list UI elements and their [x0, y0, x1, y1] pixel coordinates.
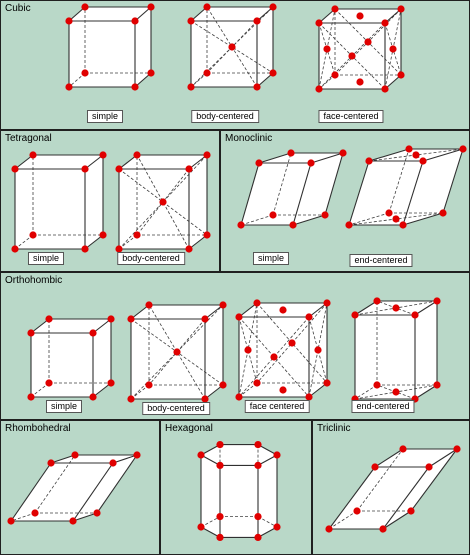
panel-orthorhombic — [0, 272, 470, 420]
corner-atom — [254, 462, 261, 469]
corner-atom — [331, 71, 338, 78]
panel-triclinic — [312, 420, 470, 555]
corner-atom — [453, 445, 460, 452]
corner-atom — [71, 451, 78, 458]
panel-title-triclinic: Triclinic — [317, 423, 351, 434]
caption-orthorhombic-simple: simple — [46, 400, 82, 413]
body-center-atom — [159, 198, 166, 205]
triclinic-cell — [313, 421, 470, 556]
corner-atom — [407, 507, 414, 514]
caption-orthorhombic-end-centered: end-centered — [351, 400, 414, 413]
corner-atom — [397, 71, 404, 78]
corner-atom — [419, 157, 426, 164]
corner-atom — [273, 451, 280, 458]
corner-atom — [115, 165, 122, 172]
corner-atom — [433, 381, 440, 388]
cell-fill — [201, 445, 277, 538]
cell-fill — [11, 455, 137, 521]
corner-atom — [185, 165, 192, 172]
corner-atom — [133, 451, 140, 458]
corner-atom — [399, 445, 406, 452]
corner-atom — [93, 509, 100, 516]
corner-atom — [425, 463, 432, 470]
face-center-atom — [323, 45, 330, 52]
caption-cubic-body-centered: body-centered — [191, 110, 259, 123]
caption-tetragonal-body-centered: body-centered — [117, 252, 185, 265]
panel-cubic — [0, 0, 470, 130]
face-center-atom — [356, 12, 363, 19]
end-center-atom — [392, 388, 399, 395]
cell-fill — [355, 301, 437, 399]
corner-atom — [353, 507, 360, 514]
corner-atom — [373, 381, 380, 388]
corner-atom — [273, 523, 280, 530]
corner-atom — [197, 451, 204, 458]
corner-atom — [373, 297, 380, 304]
corner-atom — [381, 85, 388, 92]
corner-atom — [197, 523, 204, 530]
face-center-atom — [389, 45, 396, 52]
corner-atom — [381, 19, 388, 26]
panel-monoclinic — [220, 130, 470, 272]
caption-orthorhombic-face-centered: face centered — [245, 400, 310, 413]
caption-orthorhombic-body-centered: body-centered — [142, 402, 210, 415]
face-center-atom — [356, 78, 363, 85]
panel-hexagonal — [160, 420, 312, 555]
corner-atom — [216, 441, 223, 448]
face-center-atom — [348, 52, 355, 59]
corner-atom — [459, 145, 466, 152]
panel-title-tetragonal: Tetragonal — [5, 133, 52, 144]
corner-atom — [379, 525, 386, 532]
corner-atom — [69, 517, 76, 524]
corner-atom — [345, 221, 352, 228]
corner-atom — [254, 441, 261, 448]
corner-atom — [133, 151, 140, 158]
corner-atom — [405, 145, 412, 152]
caption-monoclinic-simple: simple — [253, 252, 289, 265]
caption-monoclinic-end-centered: end-centered — [349, 254, 412, 267]
corner-atom — [315, 19, 322, 26]
corner-atom — [365, 157, 372, 164]
orthorhombic-end-centered-cell — [1, 273, 470, 421]
panel-tetragonal — [0, 130, 220, 272]
corner-atom — [47, 459, 54, 466]
corner-atom — [133, 231, 140, 238]
corner-atom — [331, 5, 338, 12]
caption-cubic-face-centered: face-centered — [318, 110, 383, 123]
corner-atom — [203, 231, 210, 238]
end-center-atom — [412, 151, 419, 158]
corner-atom — [371, 463, 378, 470]
corner-atom — [397, 5, 404, 12]
face-center-atom — [364, 38, 371, 45]
panel-title-cubic: Cubic — [5, 3, 31, 14]
hexagonal-cell — [161, 421, 313, 556]
corner-atom — [216, 534, 223, 541]
rhombohedral-cell — [1, 421, 161, 556]
corner-atom — [109, 459, 116, 466]
caption-cubic-simple: simple — [87, 110, 123, 123]
panel-title-hexagonal: Hexagonal — [165, 423, 213, 434]
end-center-atom — [392, 304, 399, 311]
panel-title-monoclinic: Monoclinic — [225, 133, 273, 144]
caption-tetragonal-simple: simple — [28, 252, 64, 265]
corner-atom — [31, 509, 38, 516]
panel-title-orthorhombic: Orthohombic — [5, 275, 63, 286]
corner-atom — [433, 297, 440, 304]
corner-atom — [216, 513, 223, 520]
corner-atom — [203, 151, 210, 158]
corner-atom — [315, 85, 322, 92]
panel-rhombohedral — [0, 420, 160, 555]
corner-atom — [7, 517, 14, 524]
corner-atom — [399, 221, 406, 228]
corner-atom — [411, 311, 418, 318]
corner-atom — [254, 534, 261, 541]
corner-atom — [325, 525, 332, 532]
corner-atom — [351, 311, 358, 318]
end-center-atom — [392, 215, 399, 222]
corner-atom — [385, 209, 392, 216]
corner-atom — [254, 513, 261, 520]
corner-atom — [216, 462, 223, 469]
corner-atom — [439, 209, 446, 216]
corner-atom — [185, 245, 192, 252]
panel-title-rhombohedral: Rhombohedral — [5, 423, 71, 434]
